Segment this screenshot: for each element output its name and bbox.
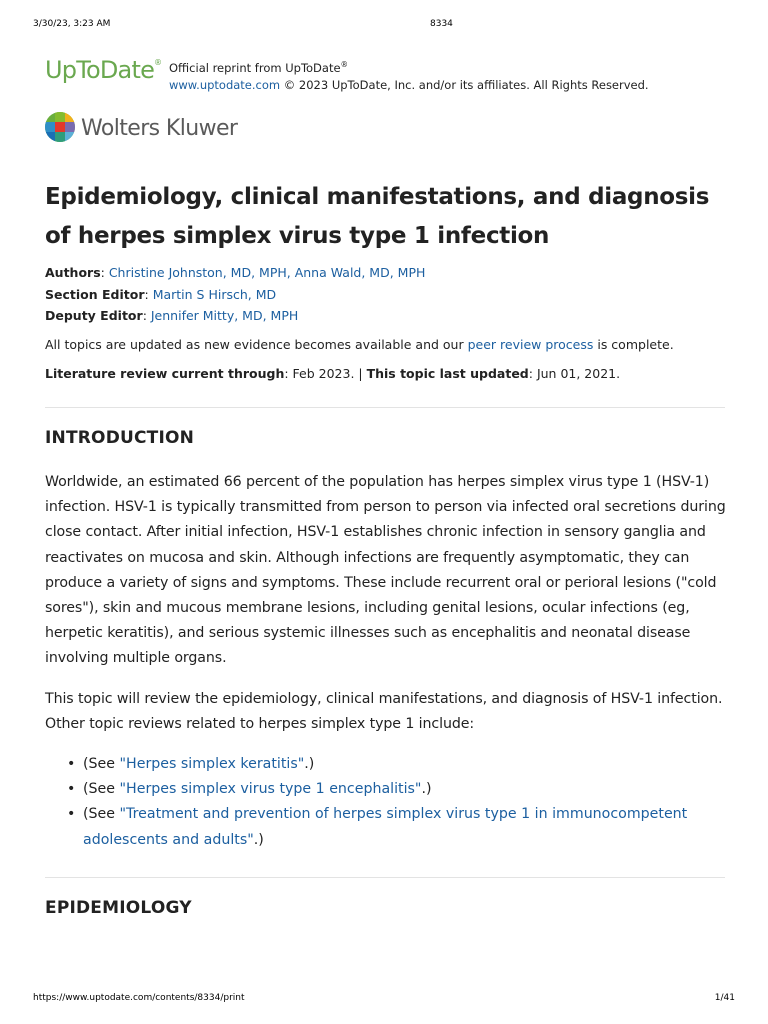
related-link-treatment[interactable]: "Treatment and prevention of herpes simplex virus type 1 in immunocompetent adolescents and adults" — [83, 806, 688, 848]
bullet-icon: • — [67, 806, 76, 823]
section-editor-row: Section Editor: Martin S Hirsch, MD — [45, 287, 277, 302]
literature-review-label: Literature review current through — [45, 366, 285, 381]
reprint-line — [169, 56, 649, 77]
list-item — [45, 752, 725, 777]
copyright-line — [169, 77, 649, 94]
update-suffix: is complete. — [593, 337, 674, 352]
related-suffix: .) — [304, 756, 315, 772]
print-footer — [33, 993, 735, 1005]
related-suffix: .) — [253, 831, 264, 848]
update-notice — [45, 337, 725, 352]
introduction-paragraph-2: This topic will review the epidemiology, clinical manifestations, and diagnosis of HSV-1 infection. Other topic reviews related to herpes simplex type 1 include: — [45, 691, 723, 733]
introduction-heading: INTRODUCTION — [45, 428, 195, 448]
page-number: 1/41 — [714, 993, 735, 1003]
review-dates — [45, 366, 725, 381]
list-item — [45, 777, 725, 802]
bullet-icon: • — [67, 781, 76, 798]
uptodate-logo-mark: ® — [154, 58, 162, 67]
print-url: https://www.uptodate.com/contents/8334/print — [33, 993, 245, 1003]
section-editor-link[interactable]: Martin S Hirsch, MD — [152, 287, 277, 302]
deputy-editor-label: Deputy Editor — [45, 308, 143, 323]
peer-review-link[interactable]: peer review process — [467, 337, 594, 352]
related-link-keratitis[interactable]: "Herpes simplex keratitis" — [119, 756, 305, 772]
deputy-editor-row: Deputy Editor: Jennifer Mitty, MD, MPH — [45, 308, 299, 323]
list-item — [45, 802, 725, 852]
publisher-name: Wolters Kluwer — [81, 116, 238, 141]
print-datetime: 3/30/23, 3:23 AM — [33, 19, 111, 29]
section-editor-label: Section Editor — [45, 287, 145, 302]
update-prefix: All topics are updated as new evidence becomes available and our — [45, 337, 468, 352]
introduction-paragraph-1: Worldwide, an estimated 66 percent of the population has herpes simplex virus type 1 (HSV-1) infection. HSV-1 is typically transmitted from person to person via infected oral secretions during close contact. After initial infection, HSV-1 establishes chronic infection in sensory ganglia and reactivates on mucosa and skin. Although infections are frequently asymptomatic, they can produce a variety of signs and symptoms. These include recurrent oral or perioral lesions ("cold sores"), skin and mucous membrane lesions, including genital lesions, ocular infections (eg, herpetic keratitis), and serious systemic illnesses such as encephalitis and neonatal disease involving multiple organs. — [45, 474, 726, 667]
copyright-text: © 2023 UpToDate, Inc. and/or its affiliates. All Rights Reserved. — [280, 77, 649, 92]
authors-label: Authors — [45, 265, 101, 280]
authors-row: Authors: Christine Johnston, MD, MPH, Anna Wald, MD, MPH — [45, 265, 426, 280]
literature-review-value: : Feb 2023. | — [284, 366, 367, 381]
reprint-text: Official reprint from UpToDate — [169, 60, 341, 75]
wolters-kluwer-logo-icon — [45, 112, 75, 142]
last-updated-label: This topic last updated — [366, 366, 529, 381]
related-prefix: (See — [83, 781, 120, 798]
reprint-notice — [169, 56, 649, 94]
related-link-encephalitis[interactable]: "Herpes simplex virus type 1 encephalitis" — [119, 781, 422, 798]
related-prefix: (See — [83, 756, 120, 772]
bullet-icon: • — [67, 756, 76, 772]
reprint-mark: ® — [340, 60, 349, 69]
related-prefix: (See — [83, 806, 120, 823]
last-updated-value: : Jun 01, 2021. — [528, 366, 621, 381]
authors-links[interactable]: Christine Johnston, MD, MPH, Anna Wald, MD, MPH — [108, 265, 426, 280]
section-divider — [45, 407, 725, 408]
related-suffix: .) — [421, 781, 432, 798]
uptodate-site-link[interactable]: www.uptodate.com — [169, 77, 281, 92]
brand-header — [45, 56, 725, 90]
article-title: Epidemiology, clinical manifestations, and diagnosis of herpes simplex virus type 1 infection — [45, 184, 710, 249]
uptodate-logo-text: UpToDate — [45, 56, 155, 84]
uptodate-logo[interactable] — [45, 56, 161, 84]
section-divider — [45, 877, 725, 878]
deputy-editor-link[interactable]: Jennifer Mitty, MD, MPH — [150, 308, 299, 323]
print-header — [33, 19, 735, 31]
related-topics-list — [45, 752, 725, 853]
print-doc-id: 8334 — [430, 19, 453, 29]
epidemiology-heading: EPIDEMIOLOGY — [45, 898, 192, 918]
